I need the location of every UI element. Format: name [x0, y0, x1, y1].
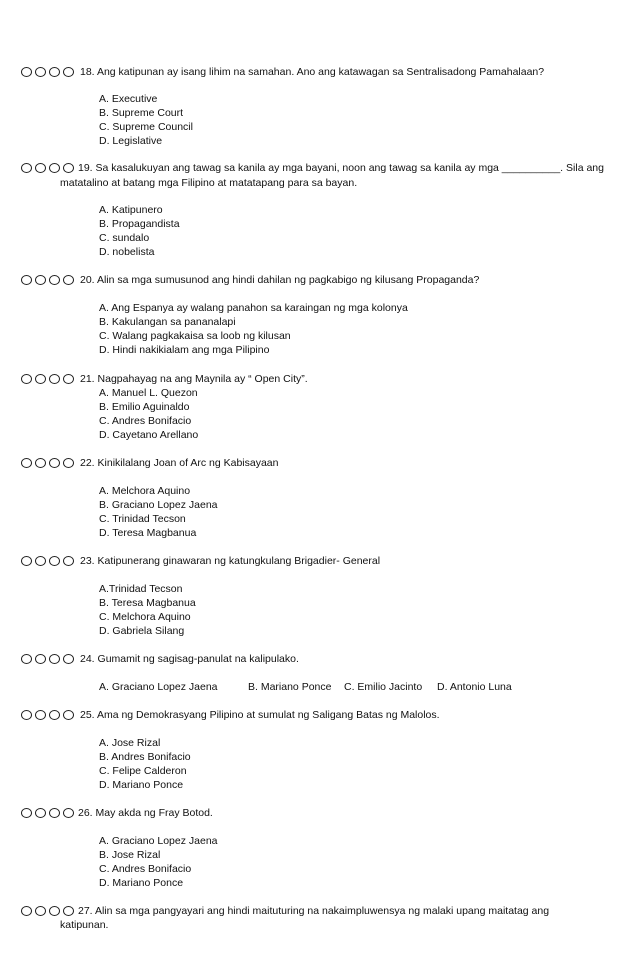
question-text: Ang katipunan ay isang lihim na samahan. Ano ang katawagan sa Sentralisadong Pamahalaan? [96, 66, 545, 78]
question-line [78, 807, 213, 820]
option-d: D. Legislative [99, 135, 163, 147]
bubble-icon[interactable] [21, 163, 32, 173]
bubble-icon[interactable] [35, 275, 46, 285]
bubble-icon[interactable] [49, 67, 60, 77]
bubble-icon[interactable] [49, 458, 60, 468]
question-number: 20. [80, 274, 95, 286]
option-a: A. Jose Rizal [99, 737, 161, 749]
bubble-icon[interactable] [21, 458, 32, 468]
question-continuation: matatalino at batang mga Filipino at matatapang para sa bayan. [60, 177, 358, 189]
bubble-icon[interactable] [35, 556, 46, 566]
question-text: Gumamit ng sagisag-panulat na kalipulako. [97, 653, 299, 665]
option-d: D. Antonio Luna [437, 681, 512, 693]
bubble-icon[interactable] [35, 163, 46, 173]
option-a: A. Graciano Lopez Jaena [99, 681, 218, 693]
option-d: D. Mariano Ponce [99, 877, 184, 889]
option-d: D. Teresa Magbanua [99, 527, 197, 539]
question-number: 24. [80, 653, 95, 665]
question-line [80, 709, 440, 722]
question-line [80, 555, 380, 568]
bubble-icon[interactable] [49, 275, 60, 285]
bubble-icon[interactable] [49, 710, 60, 720]
question-text: Sa kasalukuyan ang tawag sa kanila ay mga bayani, noon ang tawag sa kanila ay mga __________. Sila ang [95, 162, 604, 174]
question-number: 25. [80, 709, 95, 721]
bubble-icon[interactable] [35, 458, 46, 468]
question-line [80, 373, 308, 386]
option-b: B. Andres Bonifacio [99, 751, 191, 763]
option-a: A.Trinidad Tecson [99, 583, 183, 595]
bubble-icon[interactable] [63, 67, 74, 77]
option-c: C. Walang pagkakaisa sa loob ng kilusan [99, 330, 291, 342]
question-number: 23. [80, 555, 95, 567]
question-number: 19. [78, 162, 93, 174]
option-b: B. Emilio Aguinaldo [99, 401, 190, 413]
option-a: A. Katipunero [99, 204, 163, 216]
question-text: Kinikilalang Joan of Arc ng Kabisayaan [97, 457, 279, 469]
bubble-icon[interactable] [63, 275, 74, 285]
bubble-icon[interactable] [63, 654, 74, 664]
option-c: C. Trinidad Tecson [99, 513, 186, 525]
question-number: 27. [78, 905, 93, 917]
bubble-icon[interactable] [35, 710, 46, 720]
bubble-icon[interactable] [63, 163, 74, 173]
bubble-icon[interactable] [49, 556, 60, 566]
option-a: A. Executive [99, 93, 158, 105]
question-text: May akda ng Fray Botod. [95, 807, 213, 819]
option-a: A. Ang Espanya ay walang panahon sa karaingan ng mga kolonya [99, 302, 408, 314]
question-text: Alin sa mga sumusunod ang hindi dahilan ng pagkabigo ng kilusang Propaganda? [96, 274, 480, 286]
option-c: C. sundalo [99, 232, 150, 244]
option-d: D. nobelista [99, 246, 155, 258]
question-number: 22. [80, 457, 95, 469]
option-b: B. Mariano Ponce [248, 681, 332, 693]
question-number: 18. [80, 66, 95, 78]
bubble-icon[interactable] [49, 374, 60, 384]
question-line [78, 905, 549, 918]
question-continuation: katipunan. [60, 919, 109, 931]
bubble-icon[interactable] [21, 710, 32, 720]
bubble-icon[interactable] [49, 163, 60, 173]
question-line [80, 66, 544, 79]
option-b: B. Teresa Magbanua [99, 597, 196, 609]
bubble-icon[interactable] [35, 67, 46, 77]
bubble-icon[interactable] [49, 808, 60, 818]
question-line [80, 274, 479, 287]
bubble-icon[interactable] [49, 654, 60, 664]
option-c: C. Emilio Jacinto [344, 681, 423, 693]
bubble-icon[interactable] [63, 808, 74, 818]
bubble-icon[interactable] [63, 374, 74, 384]
option-c: C. Supreme Council [99, 121, 193, 133]
option-c: C. Felipe Calderon [99, 765, 187, 777]
option-a: A. Graciano Lopez Jaena [99, 835, 218, 847]
question-text: Nagpahayag na ang Maynila ay “ Open City”. [97, 373, 308, 385]
option-d: D. Hindi nakikialam ang mga Pilipino [99, 344, 270, 356]
bubble-icon[interactable] [21, 275, 32, 285]
question-number: 21. [80, 373, 95, 385]
question-number: 26. [78, 807, 93, 819]
bubble-icon[interactable] [35, 808, 46, 818]
bubble-icon[interactable] [49, 906, 60, 916]
option-b: B. Propagandista [99, 218, 180, 230]
option-b: B. Kakulangan sa pananalapi [99, 316, 236, 328]
bubble-icon[interactable] [63, 710, 74, 720]
option-a: A. Manuel L. Quezon [99, 387, 198, 399]
question-line [78, 162, 604, 175]
option-b: B. Supreme Court [99, 107, 184, 119]
option-a: A. Melchora Aquino [99, 485, 191, 497]
option-c: C. Andres Bonifacio [99, 863, 192, 875]
question-text: Alin sa mga pangyayari ang hindi maituturing na nakaimpluwensya ng malaki upang maitatag ang [94, 905, 550, 917]
bubble-icon[interactable] [21, 67, 32, 77]
bubble-icon[interactable] [63, 906, 74, 916]
option-b: B. Graciano Lopez Jaena [99, 499, 218, 511]
option-b: B. Jose Rizal [99, 849, 161, 861]
question-text: Ama ng Demokrasyang Pilipino at sumulat ng Saligang Batas ng Malolos. [96, 709, 440, 721]
question-line [80, 653, 299, 666]
bubble-icon[interactable] [21, 556, 32, 566]
bubble-icon[interactable] [35, 906, 46, 916]
bubble-icon[interactable] [63, 458, 74, 468]
bubble-icon[interactable] [21, 654, 32, 664]
option-d: D. Mariano Ponce [99, 779, 184, 791]
option-d: D. Gabriela Silang [99, 625, 185, 637]
option-c: C. Melchora Aquino [99, 611, 191, 623]
question-line [80, 457, 278, 470]
bubble-icon[interactable] [63, 556, 74, 566]
bubble-icon[interactable] [21, 906, 32, 916]
bubble-icon[interactable] [21, 808, 32, 818]
bubble-icon[interactable] [21, 374, 32, 384]
option-d: D. Cayetano Arellano [99, 429, 199, 441]
question-text: Katipunerang ginawaran ng katungkulang Brigadier- General [97, 555, 381, 567]
option-c: C. Andres Bonifacio [99, 415, 192, 427]
bubble-icon[interactable] [35, 654, 46, 664]
bubble-icon[interactable] [35, 374, 46, 384]
